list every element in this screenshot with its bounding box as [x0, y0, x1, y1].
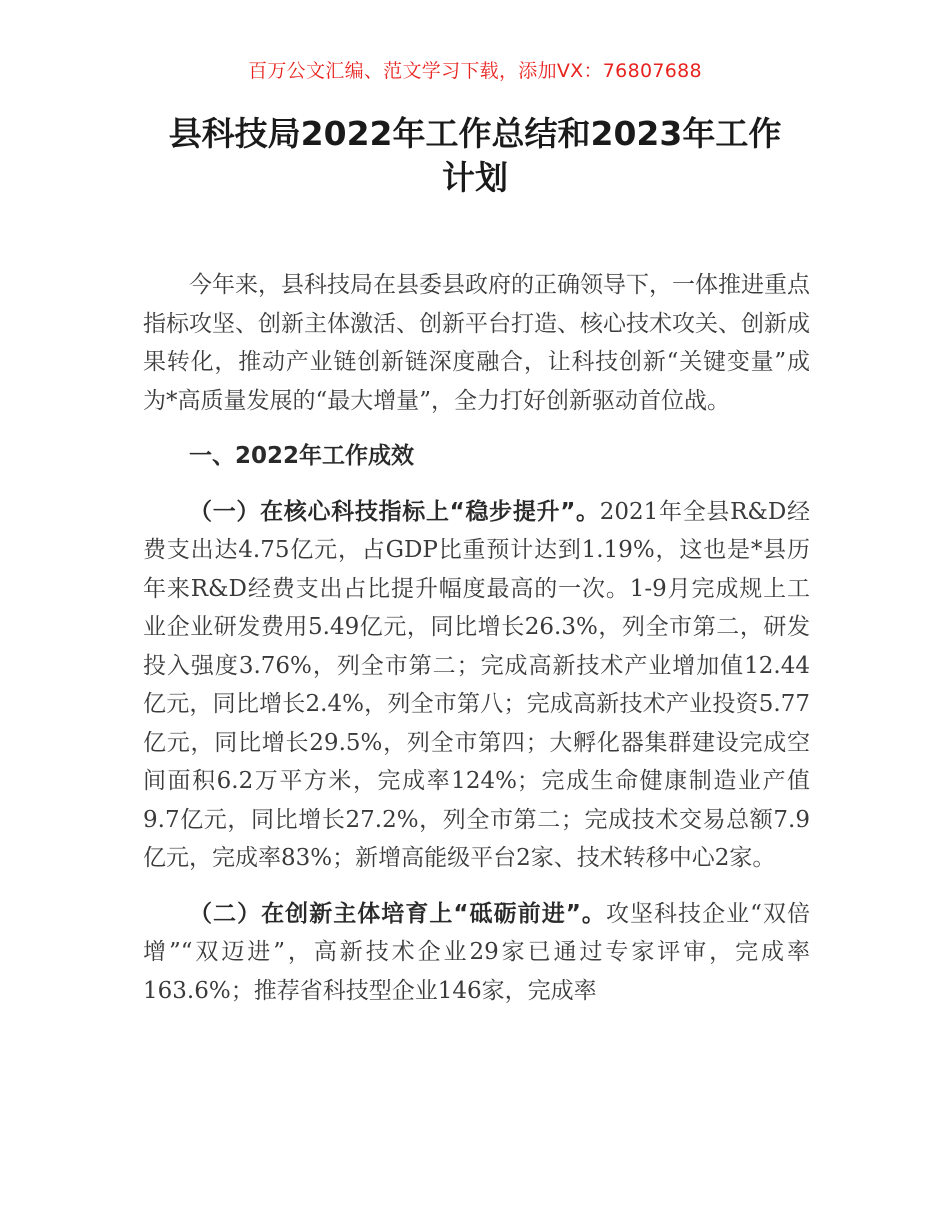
item-text-core-indicators: 2021年全县R&D经费支出达4.75亿元，占GDP比重预计达到1.19%，这也是*县历年来R&D经费支出占比提升幅度最高的一次。1-9月完成规上工业企业研发费用5.49亿元，同比增长26.3%，列全市第二，研发投入强度3.76%，列全市第二；完成高新技术产业增加值12.44亿元，同比增长2.4%，列全市第八；完成高新技术产业投资5.77亿元，同比增长29.5%，列全市第四；大孵化器集群建设完成空间面积6.2万平方米，完成率124%；完成生命健康制造业产值9.7亿元，同比增长27.2%，列全市第二；完成技术交易总额7.9亿元，完成率83%；新增高能级平台2家、技术转移中心2家。 [143, 498, 811, 871]
title-line-2: 计划 [442, 158, 508, 197]
paragraph-core-indicators [143, 493, 810, 878]
item-label-innovation-entities: （二）在创新主体培育上“砥砺前进”。 [189, 900, 606, 927]
intro-paragraph: 今年来，县科技局在县委县政府的正确领导下，一体推进重点指标攻坚、创新主体激活、创新平台打造、核心技术攻关、创新成果转化，推动产业链创新链深度融合，让科技创新“关键变量”成为*高质量发展的“最大增量”，全力打好创新驱动首位战。 [143, 272, 810, 414]
title-line-1: 县科技局2022年工作总结和2023年工作 [168, 114, 782, 153]
watermark-banner: 百万公文汇编、范文学习下载，添加VX：76807688 [248, 60, 702, 82]
section-heading-achievements: 一、2022年工作成效 [189, 443, 415, 469]
document-title [110, 112, 840, 200]
paragraph-innovation-entities [143, 895, 810, 1011]
document-body [143, 266, 810, 1027]
item-text-innovation-entities: 攻坚科技企业“双倍增”“双迈进”，高新技术企业29家已通过专家评审，完成率163.6%；推荐省科技型企业146家，完成率 [143, 900, 811, 1004]
item-label-core-indicators: （一）在核心科技指标上“稳步提升”。 [189, 498, 600, 525]
